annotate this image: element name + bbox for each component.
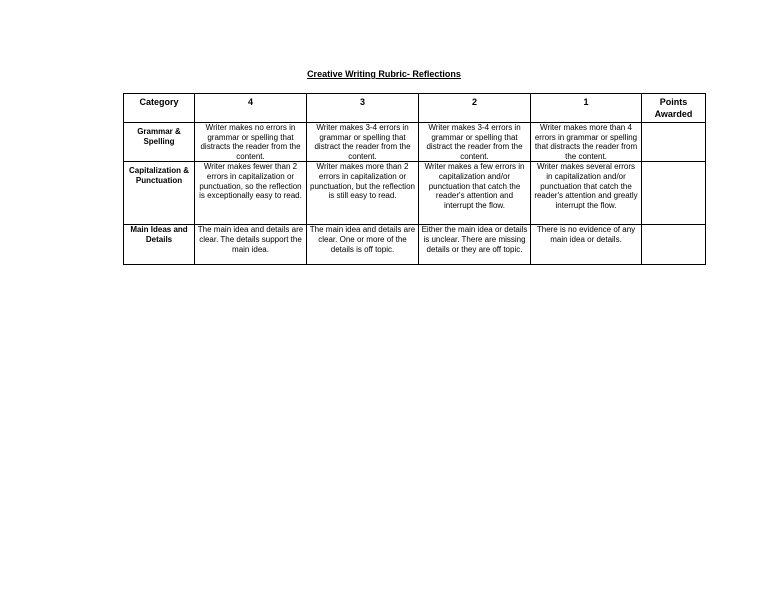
criteria-cell-4: Writer makes no errors in grammar or spelling that distracts the reader from the content. xyxy=(195,123,307,162)
points-cell xyxy=(642,123,706,162)
criteria-cell-1: Writer makes more than 4 errors in grammar or spelling that distracts the reader from the content. xyxy=(531,123,642,162)
header-score-4: 4 xyxy=(195,94,307,123)
criteria-cell-1: Writer makes several errors in capitalization and/or punctuation that catch the reader's attention and greatly interrupt the flow. xyxy=(531,162,642,225)
criteria-cell-4: Writer makes fewer than 2 errors in capitalization or punctuation, so the reflection is exceptionally easy to read. xyxy=(195,162,307,225)
header-score-2: 2 xyxy=(419,94,531,123)
header-category: Category xyxy=(124,94,195,123)
table-row xyxy=(124,162,706,225)
criteria-cell-2: Writer makes 3-4 errors in grammar or spelling that distract the reader from the content. xyxy=(419,123,531,162)
table-row xyxy=(124,225,706,265)
rubric-table xyxy=(123,93,706,265)
points-cell xyxy=(642,162,706,225)
criteria-cell-3: Writer makes more than 2 errors in capitalization or punctuation, but the reflection is still easy to read. xyxy=(307,162,419,225)
category-cell: Main Ideas and Details xyxy=(124,225,195,265)
category-cell: Capitalization & Punctuation xyxy=(124,162,195,225)
header-score-1: 1 xyxy=(531,94,642,123)
criteria-cell-4: The main idea and details are clear. The details support the main idea. xyxy=(195,225,307,265)
header-score-3: 3 xyxy=(307,94,419,123)
document-title: Creative Writing Rubric- Reflections xyxy=(307,69,461,79)
category-cell: Grammar & Spelling xyxy=(124,123,195,162)
table-row xyxy=(124,123,706,162)
criteria-cell-2: Either the main idea or details is unclear. There are missing details or they are off topic. xyxy=(419,225,531,265)
header-points-awarded: Points Awarded xyxy=(642,94,706,123)
criteria-cell-3: The main idea and details are clear. One or more of the details is off topic. xyxy=(307,225,419,265)
criteria-cell-3: Writer makes 3-4 errors in grammar or spelling that distract the reader from the content. xyxy=(307,123,419,162)
criteria-cell-2: Writer makes a few errors in capitalization and/or punctuation that catch the reader's attention and interrupt the flow. xyxy=(419,162,531,225)
header-row xyxy=(124,94,706,123)
criteria-cell-1: There is no evidence of any main idea or details. xyxy=(531,225,642,265)
points-cell xyxy=(642,225,706,265)
